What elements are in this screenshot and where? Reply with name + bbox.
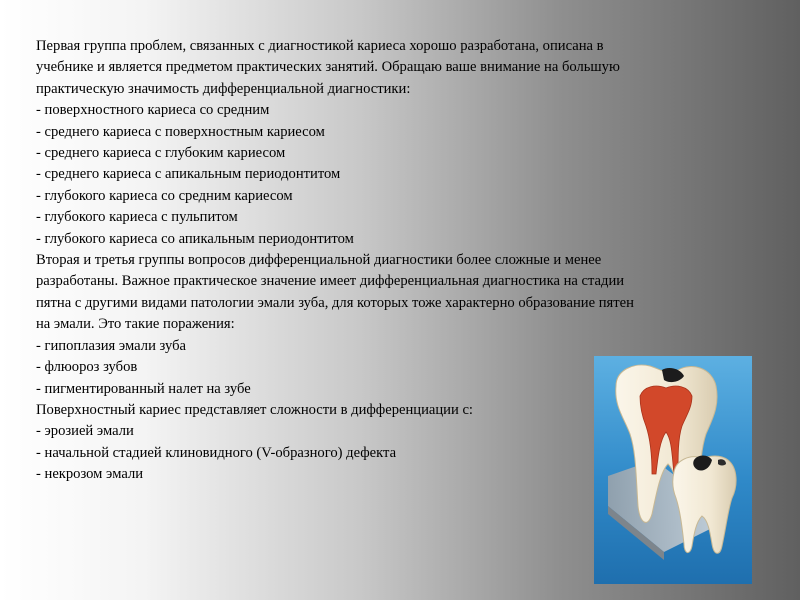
list-item: - некрозом эмали: [36, 466, 144, 483]
text-line: пятна с другими видами патологии эмали зуба, для которых тоже характерно образование пятен: [36, 294, 634, 311]
list-item: - эрозией эмали: [36, 423, 134, 440]
text-line: Поверхностный кариес представляет сложности в дифференциации с:: [36, 401, 473, 418]
tooth-model-photo: [594, 356, 752, 584]
list-item: - среднего кариеса с апикальным периодонтитом: [36, 166, 341, 183]
text-line: учебнике и является предметом практических занятий. Обращаю ваше внимание на большую: [36, 59, 620, 76]
list-item: - пигментированный налет на зубе: [36, 380, 251, 397]
text-line: Вторая и третья группы вопросов дифференциальной диагностики более сложные и менее: [36, 252, 602, 269]
text-line: практическую значимость дифференциальной диагностики:: [36, 80, 411, 97]
text-line: Первая группа проблем, связанных с диагностикой кариеса хорошо разработана, описана в: [36, 38, 604, 54]
text-line: на эмали. Это такие поражения:: [36, 316, 235, 333]
list-item: - поверхностного кариеса со средним: [36, 102, 270, 119]
text-line: разработаны. Важное практическое значение имеет дифференциальная диагностика на стадии: [36, 273, 625, 290]
list-item: - гипоплазия эмали зуба: [36, 337, 186, 354]
list-item: - среднего кариеса с глубоким кариесом: [36, 145, 286, 162]
list-item: - глубокого кариеса с пульпитом: [36, 209, 238, 226]
list-item: - флюороз зубов: [36, 359, 138, 376]
list-item: - глубокого кариеса со средним кариесом: [36, 187, 293, 204]
tooth-cross-section-model-icon: [594, 356, 752, 584]
list-item: - глубокого кариеса со апикальным периодонтитом: [36, 230, 354, 247]
list-item: - среднего кариеса с поверхностным кариесом: [36, 123, 325, 140]
list-item: - начальной стадией клиновидного (V-образного) дефекта: [36, 444, 397, 461]
